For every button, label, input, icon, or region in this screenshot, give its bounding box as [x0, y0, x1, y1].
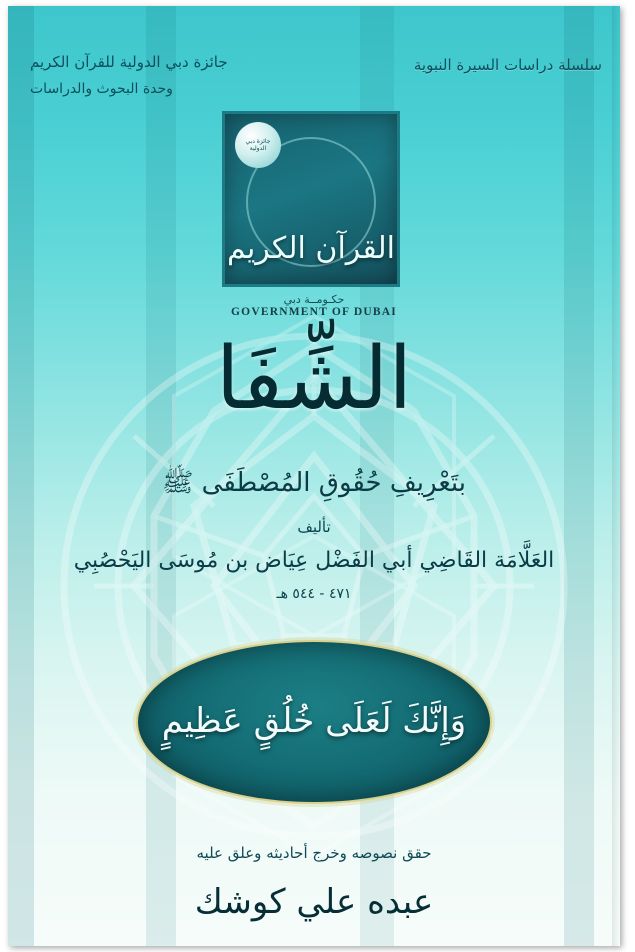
byline-label: تأليف	[297, 518, 331, 536]
author-dates: ٤٧١ - ٥٤٤ هـ	[276, 586, 352, 602]
book-cover	[8, 6, 620, 946]
book-subtitle: بتَعْرِيفِ حُقُوقِ المُصْطَفَى ﷺ	[161, 468, 467, 498]
award-block	[30, 50, 320, 100]
award-line-2: وحدة البحوث والدراسات	[30, 81, 173, 97]
series-label: سلسلة دراسات السيرة النبوية	[413, 56, 602, 74]
emblem-frame	[222, 111, 400, 287]
editor-name: عبده علي كوشك	[194, 882, 434, 922]
book-spine-shadow	[612, 6, 620, 946]
medallion-verse: وَإِنَّكَ لَعَلَى خُلُقٍ عَظِيمٍ	[161, 701, 467, 742]
emblem-script-text: القرآن الكريم	[226, 231, 396, 266]
emblem-badge: جائزة دبي الدولية	[235, 122, 281, 168]
government-caption-english: GOVERNMENT OF DUBAI	[231, 306, 397, 318]
government-caption-arabic: حكـومــة دبي	[283, 293, 345, 306]
book-title: الشِّفَا	[215, 329, 413, 429]
author-name: العَلَّامَة القَاضِي أبي الفَضْل عِيَاض بن مُوسَى اليَحْصُبِي	[73, 548, 555, 573]
calligraphy-medallion	[136, 640, 492, 804]
editor-role: حقق نصوصه وخرج أحاديثه وعلق عليه	[196, 844, 432, 862]
award-line-1: جائزة دبي الدولية للقرآن الكريم	[30, 53, 228, 71]
award-emblem	[228, 111, 400, 318]
